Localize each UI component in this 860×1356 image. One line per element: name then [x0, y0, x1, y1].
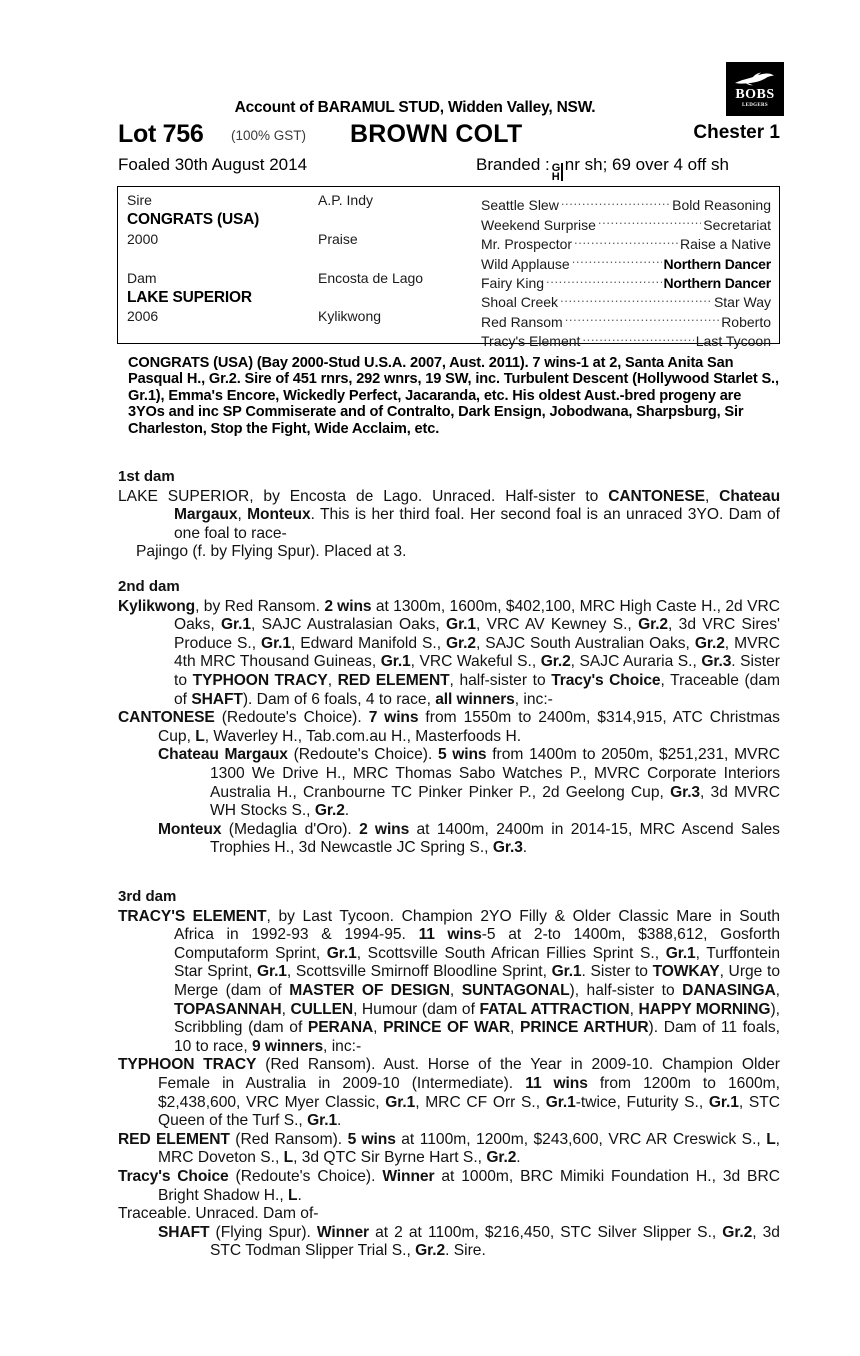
foaled-branded-row: [118, 155, 780, 181]
leader-dots: [565, 307, 719, 326]
second-dam-progeny-0: CANTONESE (Redoute's Choice). 7 wins from 1550m to 2400m, $314,915, ATC Christmas Cup, L, Waverley H., Tab.com.au H., Masterfoods H.: [118, 709, 780, 745]
third-dam-progeny-0: TYPHOON TRACY (Red Ransom). Aust. Horse of the Year in 2009-10. Champion Older Female in Australia in 2009-10 (Intermediate). 11 wins from 1200m to 1600m, $2,438,600, VRC Myer Classic, Gr.1, MRC CF Orr S., Gr.1-twice, Futurity S., Gr.1, STC Queen of the Turf S., Gr.1.: [118, 1056, 781, 1130]
brand-symbol-icon: [552, 164, 563, 182]
first-dam-heading: 1st dam: [118, 468, 175, 485]
second-dam-progeny-2: Monteux (Medaglia d'Oro). 2 wins at 1400m, 2400m in 2014-15, MRC Ascend Sales Trophies H., 3d Newcastle JC Spring S., Gr.3.: [158, 820, 780, 857]
bobs-subtext: LEDGERS: [742, 102, 768, 108]
dam-year: 2006: [127, 308, 159, 325]
pedigree-ancestor-right: Star Way: [713, 294, 771, 311]
dam-sire: Encosta de Lago: [318, 269, 424, 286]
brand-top-letter: G: [551, 162, 561, 174]
pedigree-ancestor-left: Seattle Slew: [481, 197, 559, 214]
pedigree-col-parents: [127, 191, 317, 327]
pedigree-ancestor-left: Tracy's Element: [481, 333, 581, 350]
second-dam-progeny-1: Chateau Margaux (Redoute's Choice). 5 wins from 1400m to 2050m, $251,231, MVRC 1300 We Drive H., MRC Thomas Sabo Watches P., MVRC Corporate Interiors Australia H., Cranbourne TC Pinker Pinker P., 2d Geelong Cup, Gr.3, 3d MVRC WH Stocks S., Gr.2.: [158, 746, 780, 820]
second-dam-main: Kylikwong, by Red Ransom. 2 wins at 1300m, 1600m, $402,100, MRC High Caste H., 2d VRC Oaks, Gr.1, SAJC Australasian Oaks, Gr.1, VRC AV Kewney S., Gr.2, 3d VRC Sires' Produce S., Gr.1, Edward Manifold S., Gr.2, SAJC South Australian Oaks, Gr.2, MVRC 4th MRC Thousand Guineas, Gr.1, VRC Wakeful S., Gr.2, SAJC Auraria S., Gr.3. Sister to TYPHOON TRACY, RED ELEMENT, half-sister to Tracy's Choice, Traceable (dam of SHAFT). Dam of 6 foals, 4 to race, all winners, inc:-: [118, 597, 781, 708]
third-dam-progeny-1: RED ELEMENT (Red Ransom). 5 wins at 1100m, 1200m, $243,600, VRC AR Creswick S., L, MRC Doveton S., L, 3d QTC Sir Byrne Hart S., Gr.2.: [118, 1130, 780, 1167]
third-dam-main: TRACY'S ELEMENT, by Last Tycoon. Champion 2YO Filly & Older Classic Mare in South Africa in 1992-93 & 1994-95. 11 wins-5 at 2-to 1400m, $388,612, Gosforth Computaform Sprint, Gr.1, Scottsville South African Fillies Sprint S., Gr.1, Turffontein Star Sprint, Gr.1, Scottsville Smirnoff Bloodline Sprint, Gr.1. Sister to TOWKAY, Urge to Merge (dam of MASTER OF DESIGN, SUNTAGONAL), half-sister to DANASINGA, TOPASANNAH, CULLEN, Humour (dam of FATAL ATTRACTION, HAPPY MORNING), Scribbling (dam of PERANA, PRINCE OF WAR, PRINCE ARTHUR). Dam of 11 foals, 10 to race, 9 winners, inc:-: [118, 907, 780, 1055]
first-dam-main: LAKE SUPERIOR, by Encosta de Lago. Unraced. Half-sister to CANTONESE, Chateau Margaux, Monteux. This is her third foal. Her second foal is an unraced 3YO. Dam of one foal to race-: [118, 487, 780, 542]
pedigree-ancestor-left: Red Ransom: [481, 313, 563, 330]
leader-dots: [561, 191, 670, 210]
pedigree-ancestor-right: Secretariat: [703, 216, 771, 233]
pegasus-icon: [733, 71, 777, 87]
leader-dots: [598, 210, 701, 229]
traceable-progeny-0: SHAFT (Flying Spur). Winner at 2 at 1100m, $216,450, STC Silver Slipper S., Gr.2, 3d STC Todman Slipper Trial S., Gr.2. Sire.: [158, 1223, 780, 1260]
pedigree-ancestor-left: Wild Applause: [481, 255, 570, 272]
second-dam-section: [118, 578, 780, 858]
sire-label: Sire: [127, 192, 152, 208]
first-dam-section: [118, 468, 780, 562]
dam-name: LAKE SUPERIOR: [127, 288, 252, 306]
sire-year: 2000: [127, 230, 159, 247]
pedigree-ancestor-left: Mr. Prospector: [481, 236, 573, 253]
leader-dots: [572, 249, 662, 268]
lot-venue: Chester 1: [693, 122, 780, 143]
branded-label: Branded :: [476, 155, 550, 174]
sire-dam: Praise: [318, 230, 358, 247]
pedigree-ancestor-right: Roberto: [721, 313, 771, 330]
pedigree-col-great-grandparents: [481, 191, 771, 350]
leader-dots: [582, 327, 693, 346]
first-dam-progeny-0: Pajingo (f. by Flying Spur). Placed at 3.: [136, 543, 407, 561]
sire-name: CONGRATS (USA): [127, 211, 260, 229]
lot-colour-sex: BROWN COLT: [350, 120, 523, 148]
bobs-wordmark: BOBS: [735, 86, 775, 102]
account-line: Account of BARAMUL STUD, Widden Valley, NSW.: [234, 99, 596, 116]
branded-suffix: nr sh; 69 over 4 off sh: [564, 155, 729, 174]
pedigree-spacer: [127, 249, 317, 268]
pedigree-ancestor-right: Northern Dancer: [663, 274, 771, 291]
pedigree-ancestor-left: Fairy King: [481, 274, 545, 291]
brand-bar-icon: [561, 163, 563, 181]
third-dam-progeny-2: Tracy's Choice (Redoute's Choice). Winner at 1000m, BRC Mimiki Foundation H., 3d BRC Bright Shadow H., L.: [118, 1167, 780, 1204]
leader-dots: [546, 269, 661, 288]
foaled-date: Foaled 30th August 2014: [118, 155, 308, 174]
leader-dots: [574, 230, 678, 249]
pedigree-leader-row: [481, 191, 771, 214]
pedigree-ancestor-right: Last Tycoon: [695, 333, 771, 350]
dam-dam: Kylikwong: [318, 308, 382, 325]
branded-info: [476, 155, 729, 181]
pedigree-table: [117, 186, 780, 350]
pedigree-col-grandparents: [318, 191, 473, 327]
leader-dots: [560, 288, 712, 307]
pedigree-ancestor-left: Weekend Surprise: [481, 216, 596, 233]
third-dam-heading: 3rd dam: [118, 888, 177, 905]
lot-gst: (100% GST): [231, 128, 307, 143]
pedigree-ancestor-right: Raise a Native: [679, 236, 771, 253]
pedigree-ancestor-left: Shoal Creek: [481, 294, 559, 311]
pedigree-ancestor-right: Northern Dancer: [663, 255, 771, 272]
pedigree-ancestor-right: Bold Reasoning: [672, 197, 771, 214]
lot-row: [118, 120, 780, 150]
lot-number: Lot 756: [118, 120, 204, 148]
traceable-line: Traceable. Unraced. Dam of-: [118, 1205, 319, 1223]
sire-summary-paragraph: CONGRATS (USA) (Bay 2000-Stud U.S.A. 2007, Aust. 2011). 7 wins-1 at 2, Santa Anita San Pasqual H., Gr.2. Sire of 451 rnrs, 292 wnrs, 19 SW, inc. Turbulent Descent (Hollywood Starlet S., Gr.1), Emma's Encore, Wickedly Perfect, Jacaranda, etc. His oldest Aust.-bred progeny are 3YOs and inc SP Commiserate and of Contralto, Dark Ensign, Jobodwana, Sharpsburg, Sir Charleston, Stop the Fight, Wide Acclaim, etc.: [128, 355, 779, 437]
sire-sire: A.P. Indy: [318, 192, 374, 208]
brand-bottom-letter: H: [551, 171, 560, 183]
third-dam-section: [118, 888, 780, 1261]
second-dam-heading: 2nd dam: [118, 578, 180, 595]
dam-label: Dam: [127, 269, 157, 286]
